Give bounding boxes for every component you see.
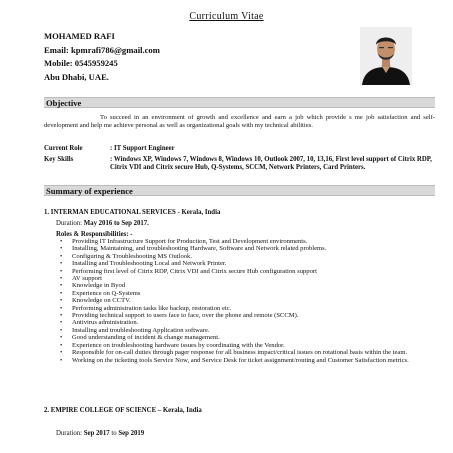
job1-duration-value: May 2016 to Sep 2017. (83, 220, 149, 227)
job1-title: 1. INTERMAN EDUCATIONAL SERVICES - Kerala, India (44, 209, 221, 216)
location-line: Abu Dhabi, UAE. (44, 71, 109, 82)
job2-title: 2. EMPIRE COLLEGE OF SCIENCE – Kerala, India (44, 407, 202, 414)
key-skills-label: Key Skills (44, 156, 74, 163)
list-item: • Configuring & Troubleshooting MS Outlook. (58, 253, 436, 260)
job2-duration-end: Sep 2019 (118, 430, 145, 437)
job2-duration-to: to (109, 430, 119, 437)
list-item: • Experience on troubleshooting hardware issues by coordinating with the Vendor. (58, 342, 436, 349)
job2-duration-label: Duration: (56, 430, 84, 437)
objective-heading: Objective (44, 97, 435, 108)
list-item: • Performing first level of Citrix RDP, Citrix VDI and Citrix secure Hub configuration support (58, 268, 436, 275)
list-item: • Working on the ticketing tools Service Now, and Service Desk for ticket assignment/routing and Customer Satisfaction metrics. (58, 357, 436, 364)
list-item: • Providing IT Infrastructure Support for Production, Test and Development environments. (58, 238, 436, 245)
email-line: Email: kpmrafi786@gmail.com (44, 44, 160, 55)
profile-photo-image (360, 27, 412, 85)
list-item: • Installing and Troubleshooting Local and Network Printer. (58, 260, 436, 267)
job2-duration (56, 430, 144, 437)
list-item: • Knowledge in Byod (58, 282, 436, 289)
list-item: • Responsible for on-call duties through pager response for all business impact/critical issues on rotational basis within the team. (58, 349, 436, 356)
list-item: • Installing and troubleshooting Application software. (58, 327, 436, 334)
list-item: • AV support (58, 275, 436, 282)
list-item: • Installing, Maintaining, and troubleshooting Hardware, Software and Network related problems. (58, 245, 436, 252)
document-title: Curriculum Vitae (189, 11, 264, 22)
contact-block (44, 30, 160, 84)
list-item: • Providing technical support to users face to face, over the phone and remote (SCCM). (58, 312, 436, 319)
job2-duration-start: Sep 2017 (83, 430, 110, 437)
current-role-label: Current Role (44, 145, 83, 152)
roles-label: Roles & Responsibilities: - (56, 231, 133, 238)
list-item: • Good understanding of incident & change management. (58, 334, 436, 341)
candidate-name: MOHAMED RAFI (44, 31, 115, 41)
list-item: • Antivirus administration. (58, 319, 436, 326)
mobile-line: Mobile: 0545959245 (44, 58, 118, 69)
list-item: • Knowledge on CCTV. (58, 297, 436, 304)
job1-duration-label: Duration: (56, 220, 84, 227)
job1-duration (56, 220, 149, 227)
key-skills-value: : Windows XP, Windows 7, Windows 8, Windows 10, Outlook 2007, 10, 13,16, First level support of Citrix RDP, Citrix VDI and Citrix secure Hub, Q-Systems, SCCM, Network Printers, Card Printers. (110, 156, 432, 171)
summary-heading: Summary of experience (44, 185, 435, 196)
list-item: • Experience on Q-Systems (58, 290, 436, 297)
responsibilities-list (58, 238, 436, 364)
current-role-value: : IT Support Engineer (110, 145, 175, 152)
objective-text: To succeed in an environment of growth and excellence and earn a job which provide s me job satisfaction and self-development and help me achieve personal as well as organizational goals with my technical abilities. (44, 114, 435, 129)
list-item: • Performing administration tasks like backup, restoration etc. (58, 305, 436, 312)
profile-photo (360, 27, 412, 85)
